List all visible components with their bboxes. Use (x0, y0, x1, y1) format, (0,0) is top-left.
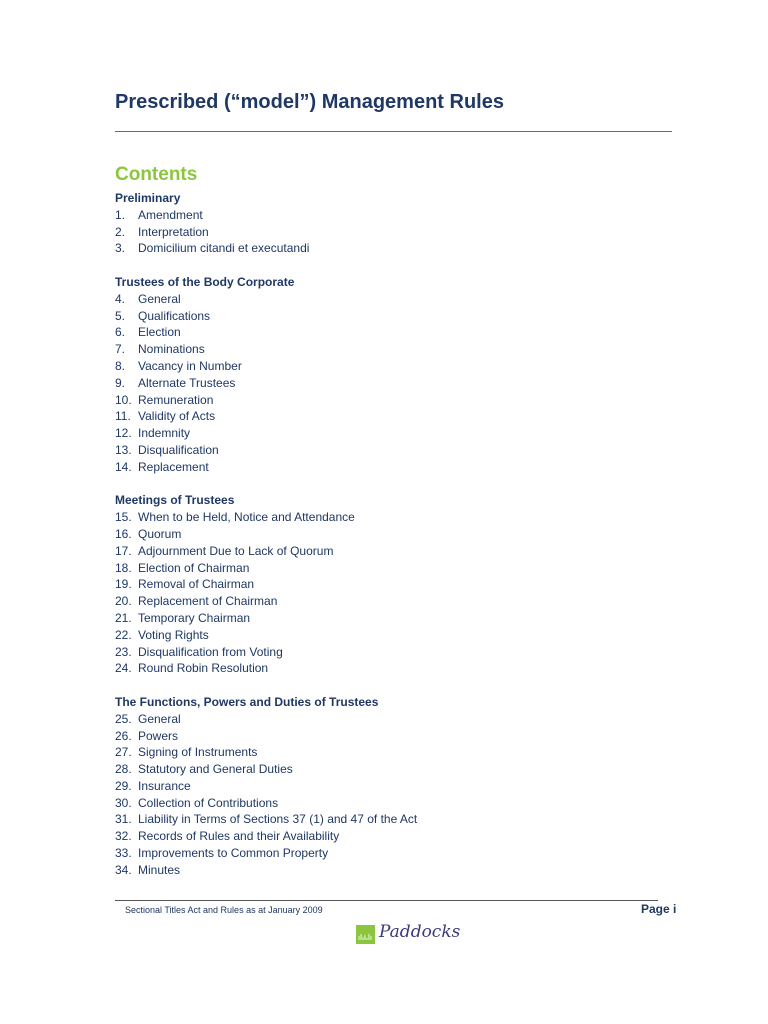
toc-item-number: 5. (115, 308, 126, 323)
toc-item-number: 3. (115, 241, 126, 256)
toc-item-label: Disqualification (138, 442, 219, 457)
toc-item-label: Powers (138, 728, 179, 743)
toc-item[interactable] (115, 392, 675, 409)
toc-item-number: 31. (115, 812, 132, 827)
toc-item-label: Qualifications (138, 308, 211, 323)
toc-item[interactable] (115, 744, 675, 761)
toc-item[interactable] (115, 644, 675, 661)
toc-item-label: General (138, 711, 181, 726)
toc-item-label: Quorum (138, 526, 182, 541)
toc-item-label: When to be Held, Notice and Attendance (138, 510, 355, 525)
toc-section-title: Meetings of Trustees (115, 493, 235, 508)
toc-item-label: Validity of Acts (138, 409, 216, 424)
toc-item[interactable] (115, 408, 675, 425)
toc-item[interactable] (115, 240, 675, 257)
toc-item[interactable] (115, 341, 675, 358)
toc-item-label: Liability in Terms of Sections 37 (1) and 47 of the Act (138, 812, 418, 827)
toc-item-number: 16. (115, 526, 132, 541)
toc-item-number: 23. (115, 644, 132, 659)
toc-section-title: The Functions, Powers and Duties of Trustees (115, 694, 379, 709)
toc-item-label: Round Robin Resolution (138, 661, 269, 676)
page-number: Page i (641, 902, 677, 916)
toc-item[interactable] (115, 509, 675, 526)
toc-item-label: Indemnity (138, 426, 191, 441)
toc-item[interactable] (115, 358, 675, 375)
toc-item[interactable] (115, 459, 675, 476)
toc-item-label: Vacancy in Number (138, 358, 242, 373)
toc-item[interactable] (115, 828, 675, 845)
table-of-contents (115, 190, 675, 895)
toc-item-number: 9. (115, 375, 126, 390)
toc-item-label: Interpretation (138, 224, 209, 239)
toc-item-label: Improvements to Common Property (138, 846, 329, 861)
toc-section (115, 274, 675, 476)
logo-text: Paddocks (379, 922, 461, 942)
toc-item[interactable] (115, 207, 675, 224)
toc-item-label: Adjournment Due to Lack of Quorum (138, 543, 334, 558)
toc-item-number: 32. (115, 829, 132, 844)
toc-item[interactable] (115, 442, 675, 459)
toc-item[interactable] (115, 811, 675, 828)
toc-item[interactable] (115, 610, 675, 627)
toc-item-number: 14. (115, 459, 132, 474)
toc-item[interactable] (115, 761, 675, 778)
footer-text: Sectional Titles Act and Rules as at January 2009 (125, 905, 323, 915)
toc-item[interactable] (115, 375, 675, 392)
toc-item[interactable] (115, 845, 675, 862)
toc-item-number: 24. (115, 661, 132, 676)
toc-item-number: 8. (115, 358, 126, 373)
toc-item-number: 28. (115, 762, 132, 777)
toc-item[interactable] (115, 425, 675, 442)
toc-item-number: 19. (115, 577, 132, 592)
toc-item[interactable] (115, 526, 675, 543)
toc-item[interactable] (115, 593, 675, 610)
toc-item-label: Minutes (138, 862, 181, 877)
toc-item-number: 1. (115, 207, 126, 222)
toc-item-number: 27. (115, 745, 132, 760)
toc-item-number: 12. (115, 426, 132, 441)
toc-section (115, 492, 675, 677)
toc-item-label: Signing of Instruments (138, 745, 258, 760)
toc-item-label: General (138, 291, 181, 306)
toc-item-number: 2. (115, 224, 126, 239)
toc-item-label: Collection of Contributions (138, 795, 279, 810)
toc-item-label: Temporary Chairman (138, 610, 251, 625)
toc-item[interactable] (115, 324, 675, 341)
toc-item[interactable] (115, 778, 675, 795)
toc-item-number: 7. (115, 342, 126, 357)
toc-item-label: Statutory and General Duties (138, 762, 293, 777)
logo-mark-icon (356, 925, 375, 944)
toc-section-title: Preliminary (115, 191, 181, 205)
toc-item[interactable] (115, 862, 675, 879)
toc-item-label: Election (138, 325, 181, 340)
toc-item-number: 20. (115, 594, 132, 609)
toc-item[interactable] (115, 543, 675, 560)
toc-item-label: Domicilium citandi et executandi (138, 241, 310, 256)
toc-item-label: Nominations (138, 342, 205, 357)
toc-item-number: 33. (115, 846, 132, 861)
toc-item-label: Election of Chairman (138, 560, 250, 575)
toc-item[interactable] (115, 291, 675, 308)
toc-item-label: Alternate Trustees (138, 375, 236, 390)
toc-item-number: 13. (115, 442, 132, 457)
toc-item-label: Voting Rights (138, 627, 209, 642)
toc-section (115, 190, 675, 257)
contents-heading: Contents (115, 164, 198, 185)
toc-item-number: 4. (115, 291, 126, 306)
toc-item-number: 29. (115, 778, 132, 793)
toc-item[interactable] (115, 576, 675, 593)
toc-item-number: 22. (115, 627, 132, 642)
footer-divider (115, 900, 658, 901)
toc-item[interactable] (115, 560, 675, 577)
toc-item[interactable] (115, 308, 675, 325)
toc-item-number: 18. (115, 560, 132, 575)
toc-item-number: 10. (115, 392, 132, 407)
paddocks-logo (356, 922, 461, 950)
toc-section (115, 694, 675, 879)
toc-item-number: 6. (115, 325, 126, 340)
toc-item[interactable] (115, 795, 675, 812)
toc-item-label: Amendment (138, 207, 203, 222)
toc-item-label: Disqualification from Voting (138, 644, 283, 659)
toc-item-number: 26. (115, 728, 132, 743)
toc-item-number: 15. (115, 510, 132, 525)
toc-item-label: Replacement of Chairman (138, 594, 278, 609)
toc-item[interactable] (115, 660, 675, 677)
toc-section-title: Trustees of the Body Corporate (115, 274, 295, 289)
title-divider (115, 131, 672, 132)
toc-item-label: Replacement (138, 459, 209, 474)
toc-item-label: Records of Rules and their Availability (138, 829, 340, 844)
toc-item-number: 11. (115, 409, 131, 424)
toc-item[interactable] (115, 728, 675, 745)
toc-item[interactable] (115, 627, 675, 644)
toc-item-number: 30. (115, 795, 132, 810)
page-title: Prescribed (“model”) Management Rules (115, 91, 504, 113)
toc-item-label: Insurance (138, 778, 191, 793)
toc-item-number: 21. (115, 610, 132, 625)
toc-item-number: 34. (115, 862, 132, 877)
toc-item-number: 17. (115, 543, 132, 558)
toc-item-label: Removal of Chairman (138, 577, 255, 592)
toc-item[interactable] (115, 224, 675, 241)
toc-item-label: Remuneration (138, 392, 214, 407)
toc-item-number: 25. (115, 711, 132, 726)
toc-item[interactable] (115, 711, 675, 728)
